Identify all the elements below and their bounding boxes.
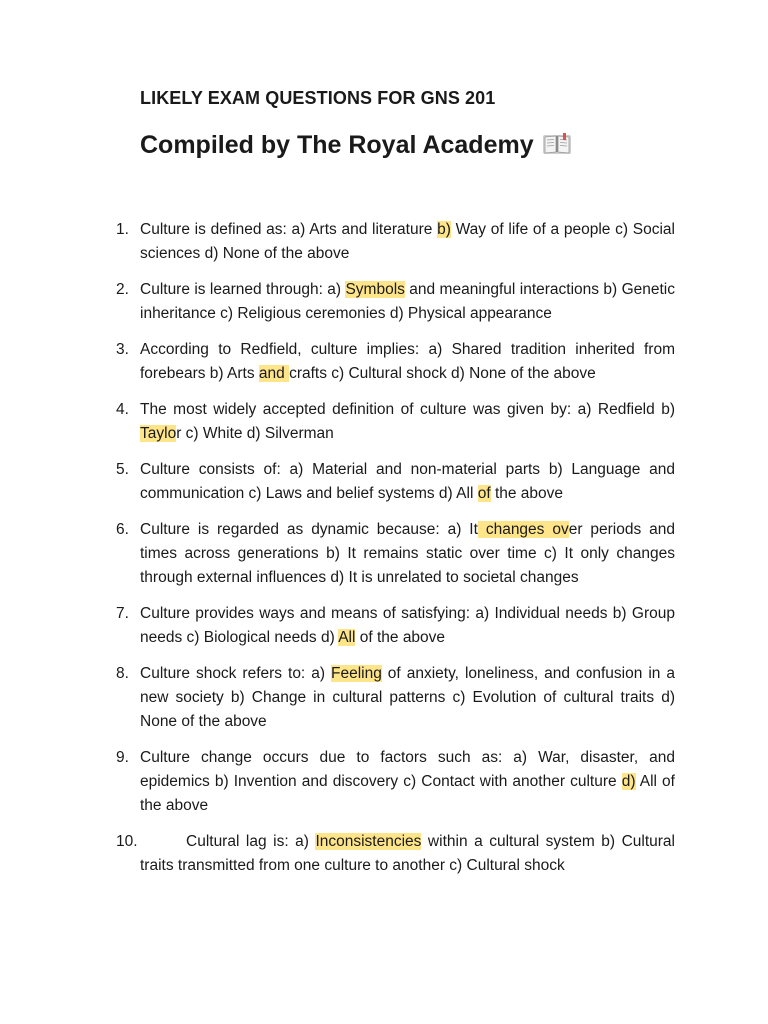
question-item [0, 338, 768, 386]
question-text-segment: Culture shock refers to: a) [140, 665, 331, 682]
question-text [140, 830, 675, 878]
question-text [140, 746, 675, 818]
question-item [0, 602, 768, 650]
question-text-segment: and meaningful interactions b) Genetic inheritance c) Religious ceremonies d) Physical appearance [140, 281, 675, 322]
question-item [0, 662, 768, 734]
question-number: 3. [116, 341, 129, 358]
question-text-segment: All of the above [140, 773, 675, 814]
question-text-segment: Culture is defined as: a) Arts and literature [140, 221, 438, 238]
question-text [140, 218, 675, 266]
question-text-segment: r c) White d) Silverman [176, 425, 334, 442]
question-text-segment: the above [490, 485, 564, 502]
question-item [0, 458, 768, 506]
question-number: 6. [116, 521, 129, 538]
question-text-segment: Culture change occurs due to factors such as: a) War, disaster, and epidemics b) Invention and discovery c) Contact with another culture [140, 749, 675, 790]
open-book-icon [542, 133, 572, 155]
question-item [0, 278, 768, 326]
question-text [140, 398, 675, 446]
highlighted-answer: Feeling [330, 665, 382, 682]
question-text [140, 278, 675, 326]
question-item [0, 746, 768, 818]
question-number: 10. [116, 833, 138, 850]
subtitle-text: Compiled by The Royal Academy [140, 131, 534, 159]
question-item [0, 398, 768, 446]
question-text-segment: crafts c) Cultural shock d) None of the above [289, 365, 596, 382]
question-text-segment: of anxiety, loneliness, and confusion in a new society b) Change in cultural patterns c) Evolution of cultural traits d) None of the above [140, 665, 675, 730]
highlighted-answer: b) [437, 221, 451, 238]
question-item [0, 830, 768, 878]
question-text-segment: According to Redfield, culture implies: a) Shared tradition inherited from forebears b) Arts [140, 341, 675, 382]
question-number: 2. [116, 281, 129, 298]
highlighted-answer: Taylo [140, 425, 177, 442]
document-subtitle [140, 131, 572, 160]
question-list [0, 218, 768, 890]
question-text-segment: Culture provides ways and means of satisfying: a) Individual needs b) Group needs c) Biological needs d) [140, 605, 675, 646]
highlighted-answer: and [258, 365, 290, 382]
highlighted-answer: d) [621, 773, 636, 790]
question-text-segment: Cultural lag is: a) [186, 833, 316, 850]
question-number: 5. [116, 461, 129, 478]
question-text [140, 518, 675, 590]
highlighted-answer: All [338, 629, 356, 646]
question-text-segment: of the above [355, 629, 446, 646]
question-number: 9. [116, 749, 129, 766]
question-item [0, 218, 768, 266]
question-text [140, 338, 675, 386]
question-text-segment: within a cultural system b) Cultural traits transmitted from one culture to another c) Cultural shock [140, 833, 675, 874]
question-number: 1. [116, 221, 129, 238]
question-number: 8. [116, 665, 129, 682]
document-title: LIKELY EXAM QUESTIONS FOR GNS 201 [140, 88, 496, 108]
question-text [140, 602, 675, 650]
highlighted-answer: of [477, 485, 491, 502]
question-text-segment: Way of life of a people c) Social sciences d) None of the above [140, 221, 675, 262]
question-text [140, 458, 675, 506]
question-number: 4. [116, 401, 129, 418]
question-text [140, 662, 675, 734]
question-text-segment: er periods and times across generations b) It remains static over time c) It only changes through external influences d) It is unrelated to societal changes [140, 521, 675, 586]
highlighted-answer: Inconsistencies [315, 833, 422, 850]
question-text-segment: The most widely accepted definition of culture was given by: a) Redfield b) [140, 401, 675, 418]
highlighted-answer: changes ov [477, 521, 569, 538]
question-text-segment: Culture consists of: a) Material and non-material parts b) Language and communication c) Laws and belief systems d) All [140, 461, 675, 502]
question-number: 7. [116, 605, 129, 622]
highlighted-answer: Symbols [345, 281, 405, 298]
question-text-segment: Culture is learned through: a) [140, 281, 346, 298]
question-item [0, 518, 768, 590]
question-text-segment: Culture is regarded as dynamic because: a) It [140, 521, 478, 538]
